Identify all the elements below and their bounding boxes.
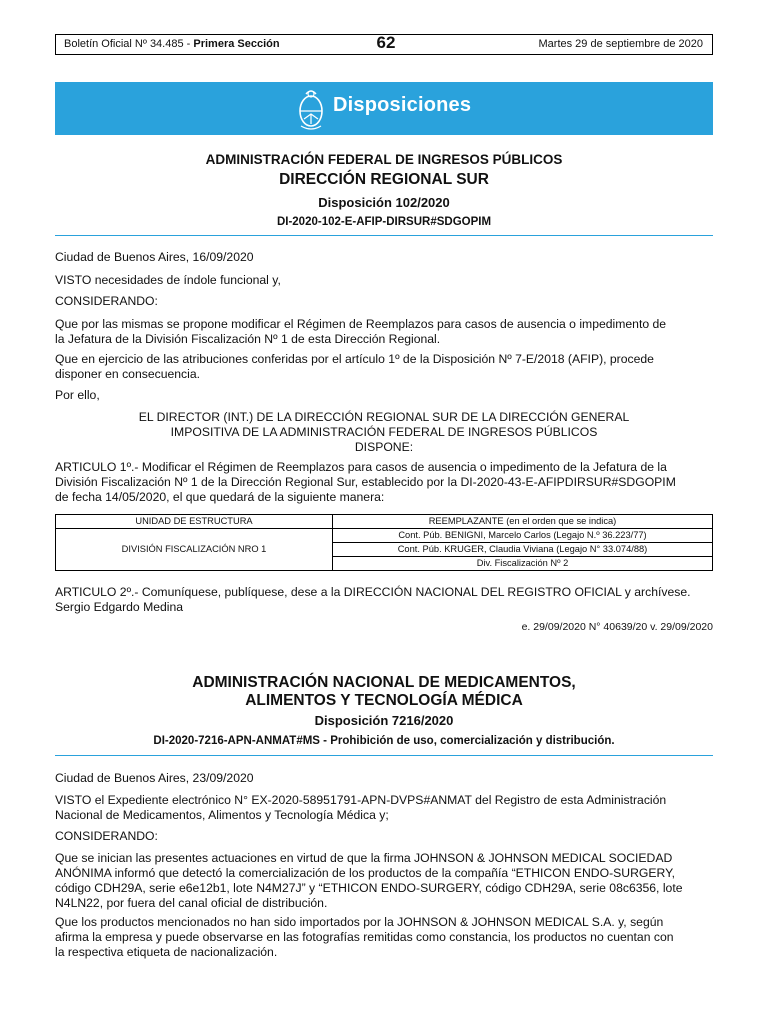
text-line: DISPONE:: [354, 440, 414, 454]
disp2-paragraph-2: [55, 915, 713, 960]
disp1-por-ello: Por ello,: [55, 388, 100, 402]
disp2-visto: [55, 793, 713, 823]
text-line: ADMINISTRACIÓN NACIONAL DE MEDICAMENTOS,: [192, 674, 576, 691]
text-line: Que en ejercicio de las atribuciones conferidas por el artículo 1º de la Disposición Nº 7-E/2018 (AFIP), procede: [55, 352, 654, 366]
disp2-place-date: Ciudad de Buenos Aires, 23/09/2020: [55, 771, 254, 785]
text-line: Que por las mismas se propone modificar el Régimen de Reemplazos para casos de ausencia o impedimento de: [55, 317, 667, 331]
disp1-considerando: CONSIDERANDO:: [55, 294, 158, 308]
disp1-paragraph-1: [55, 317, 713, 347]
disp1-publication: e. 29/09/2020 N° 40639/20 v. 29/09/2020: [521, 621, 713, 633]
disp2-paragraph-1: [55, 851, 713, 911]
table-header-cell: UNIDAD DE ESTRUCTURA: [56, 515, 333, 529]
text-line: Nacional de Medicamentos, Alimentos y Tecnología Médica y;: [55, 808, 389, 822]
disp1-code: DI-2020-102-E-AFIP-DIRSUR#SDGOPIM: [276, 216, 492, 228]
text-line: de fecha 14/05/2020, el que quedará de la siguiente manera:: [55, 490, 385, 504]
table-cell: Cont. Púb. KRUGER, Claudia Viviana (Legajo N° 33.074/88): [333, 543, 713, 557]
text-line: IMPOSITIVA DE LA ADMINISTRACIÓN FEDERAL DE INGRESOS PÚBLICOS: [170, 425, 598, 439]
page-header: [55, 34, 713, 55]
disp1-paragraph-2: [55, 352, 713, 382]
divider: [55, 235, 713, 236]
text-line: afirma la empresa y puede observarse en las fotografías remitidas como constancia, los productos no cuentan con: [55, 930, 674, 944]
disp2-considerando: CONSIDERANDO:: [55, 829, 158, 843]
disp1-title: Disposición 102/2020: [318, 195, 450, 210]
text-line: código CDH29A, serie e6e12b1, lote N4M27J” y “ETHICON ENDO-SURGERY, código CDH29A, serie 08c6356, lote: [55, 881, 683, 895]
replacement-table: [55, 514, 713, 571]
coat-of-arms-icon: [296, 86, 326, 132]
text-line: ANÓNIMA informó que detectó la comercialización de los productos de la compañía “ETHICON ENDO-SURGERY,: [55, 866, 676, 880]
text-line: ALIMENTOS Y TECNOLOGÍA MÉDICA: [245, 692, 523, 709]
section-banner: [55, 82, 713, 135]
text-line: ARTICULO 2º.- Comuníquese, publíquese, dese a la DIRECCIÓN NACIONAL DEL REGISTRO OFICIAL y archívese.: [55, 585, 691, 599]
text-line: ARTICULO 1º.- Modificar el Régimen de Reemplazos para casos de ausencia o impedimento de la Jefatura de la: [55, 460, 667, 474]
table-row: [56, 529, 713, 543]
banner-title: Disposiciones: [333, 94, 472, 116]
text-line: N4LN22, por fuera del canal oficial de distribución.: [55, 896, 328, 910]
header-date: Martes 29 de septiembre de 2020: [538, 38, 703, 50]
disp1-article-2: [55, 585, 713, 615]
table-cell-unit: DIVISIÓN FISCALIZACIÓN NRO 1: [56, 529, 333, 571]
text-line: Sergio Edgardo Medina: [55, 600, 184, 614]
disp2-code: DI-2020-7216-APN-ANMAT#MS - Prohibición de uso, comercialización y distribución.: [153, 735, 615, 747]
disp1-visto: VISTO necesidades de índole funcional y,: [55, 273, 281, 287]
text-line: Que los productos mencionados no han sido importados por la JOHNSON & JOHNSON MEDICAL S.A. y, según: [55, 915, 664, 929]
text-line: la respectiva etiqueta de nacionalización.: [55, 945, 278, 959]
text-line: disponer en consecuencia.: [55, 367, 200, 381]
disp1-article-1: [55, 460, 713, 505]
divider: [55, 755, 713, 756]
table-header-cell: REEMPLAZANTE (en el orden que se indica): [333, 515, 713, 529]
text-line: Que se inician las presentes actuaciones en virtud de que la firma JOHNSON & JOHNSON MEDICAL SOCIEDAD: [55, 851, 673, 865]
bulletin-label: Boletín Oficial Nº 34.485 - Primera Sección: [64, 38, 280, 50]
text-line: EL DIRECTOR (INT.) DE LA DIRECCIÓN REGIONAL SUR DE LA DIRECCIÓN GENERAL: [138, 410, 630, 424]
disp1-place-date: Ciudad de Buenos Aires, 16/09/2020: [55, 250, 254, 264]
text-line: la Jefatura de la División Fiscalización Nº 1 de esta Dirección Regional.: [55, 332, 441, 346]
disp2-agency: [55, 674, 713, 710]
table-cell: Div. Fiscalización Nº 2: [333, 557, 713, 571]
table-cell: Cont. Púb. BENIGNI, Marcelo Carlos (Legajo N.º 36.223/77): [333, 529, 713, 543]
disp1-directorate: DIRECCIÓN REGIONAL SUR: [279, 171, 489, 188]
page-number: 62: [376, 33, 396, 52]
text-line: División Fiscalización Nº 1 de la Dirección Regional Sur, establecido por la DI-2020-43-E-AFIPDIRSUR#SDGOPIM: [55, 475, 676, 489]
disp2-title: Disposición 7216/2020: [314, 713, 454, 728]
disp1-director-block: [55, 410, 713, 455]
disp1-agency: ADMINISTRACIÓN FEDERAL DE INGRESOS PÚBLICOS: [205, 152, 563, 167]
text-line: VISTO el Expediente electrónico N° EX-2020-58951791-APN-DVPS#ANMAT del Registro de esta Administración: [55, 793, 667, 807]
table-header-row: [56, 515, 713, 529]
